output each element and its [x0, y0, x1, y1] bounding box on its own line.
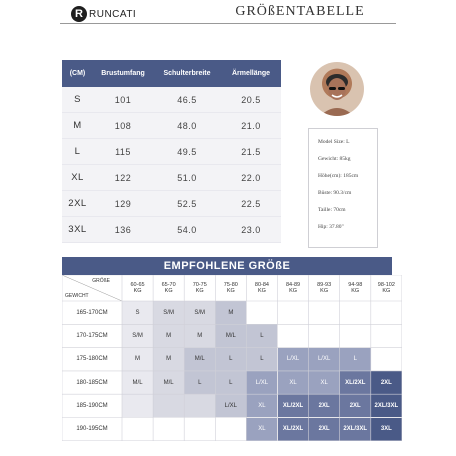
recommended-size-cell: L: [340, 348, 371, 371]
size-value: 48.0: [177, 120, 197, 131]
size-row: [62, 87, 281, 113]
model-photo: [310, 62, 364, 116]
recommended-size-cell: [122, 394, 153, 417]
recommended-size-cell: M: [153, 324, 184, 347]
recommended-size-cell: [215, 418, 246, 441]
recommended-size-cell: [371, 348, 402, 371]
recommended-size-cell: M/L: [184, 348, 215, 371]
header-cell: Schulterbreite: [163, 70, 211, 77]
size-table-header: [62, 60, 281, 87]
recommended-size-cell: [184, 394, 215, 417]
recommended-size-cell: 2XL/3XL: [371, 394, 402, 417]
recommended-size-cell: [340, 324, 371, 347]
weight-header-text: 70-75: [192, 282, 207, 288]
size-value: 46.5: [177, 94, 197, 105]
brand-logo: [71, 4, 136, 24]
size-label: XL: [71, 172, 84, 183]
recommended-size-cell: 2XL: [340, 394, 371, 417]
size-value: 108: [114, 120, 132, 131]
weight-header: [309, 275, 340, 301]
recommended-size-cell: L: [215, 371, 246, 394]
recommended-size-cell: [371, 301, 402, 324]
size-value: 115: [115, 146, 131, 157]
weight-header-text: KG: [351, 288, 360, 294]
weight-header-text: 94-98: [348, 282, 363, 288]
size-value: 21.5: [241, 146, 261, 157]
model-info-line: Hip: 37.80": [318, 224, 344, 230]
model-portrait-icon: [310, 62, 364, 116]
size-value: 49.5: [177, 146, 197, 157]
size-value: 54.0: [177, 224, 197, 235]
weight-header-text: 75-80: [223, 282, 238, 288]
page-title: GRÖßENTABELLE: [235, 4, 365, 19]
size-label: S: [74, 94, 81, 105]
recommended-size-cell: L/XL: [278, 348, 309, 371]
size-value: 122: [114, 172, 132, 183]
recommended-size-cell: L: [184, 371, 215, 394]
recommended-size-cell: [153, 418, 184, 441]
weight-header-text: 65-70: [161, 282, 176, 288]
size-value: 129: [114, 198, 132, 209]
header-cell: (CM): [69, 70, 86, 77]
size-value: 51.0: [177, 172, 197, 183]
weight-header-text: 89-93: [317, 282, 332, 288]
size-label: 2XL: [68, 198, 87, 209]
recommended-size-cell: S: [122, 301, 153, 324]
grid-corner: [62, 275, 122, 301]
brand-name: RUNCATI: [89, 8, 137, 20]
weight-header-text: KG: [382, 288, 391, 294]
recommended-size-cell: [371, 324, 402, 347]
weight-header-text: 60-65: [130, 282, 145, 288]
recommended-size-cell: XL/2XL: [278, 418, 309, 441]
height-label: 180-185CM: [62, 371, 122, 394]
recommended-size-cell: [246, 301, 277, 324]
weight-header-text: 80-84: [254, 282, 269, 288]
recommended-size-title: EMPFOHLENE GRÖßE: [62, 257, 392, 275]
size-label: M: [73, 120, 82, 131]
recommended-size-cell: XL: [246, 418, 277, 441]
recommended-size-cell: 2XL: [309, 418, 340, 441]
height-label: 170-175CM: [62, 324, 122, 347]
weight-header: [278, 275, 309, 301]
recommended-size-cell: [122, 418, 153, 441]
recommended-size-cell: M/L: [122, 371, 153, 394]
size-label: L: [74, 146, 81, 157]
recommended-size-cell: [340, 301, 371, 324]
size-value: 21.0: [241, 120, 261, 131]
weight-header: [371, 275, 402, 301]
weight-header: [246, 275, 277, 301]
model-info-line: Gewicht: 85kg: [318, 156, 351, 162]
weight-header: [184, 275, 215, 301]
weight-header-text: 84-89: [286, 282, 301, 288]
weight-header-text: KG: [320, 288, 329, 294]
recommended-size-cell: XL: [246, 394, 277, 417]
recommended-size-chart: [62, 257, 399, 433]
recommended-size-cell: M: [153, 348, 184, 371]
header-cell: Ärmellänge: [231, 70, 271, 77]
recommended-size-cell: L: [246, 324, 277, 347]
weight-header-text: KG: [289, 288, 298, 294]
recommended-size-cell: [153, 394, 184, 417]
size-row: [62, 191, 281, 217]
size-value: 23.0: [241, 224, 261, 235]
recommended-size-cell: M/L: [215, 324, 246, 347]
weight-header-text: KG: [195, 288, 204, 294]
size-row: [62, 139, 281, 165]
height-label: 175-180CM: [62, 348, 122, 371]
recommended-size-cell: M/L: [153, 371, 184, 394]
recommended-size-cell: L/XL: [215, 394, 246, 417]
size-value: 136: [114, 224, 132, 235]
recommended-size-cell: L/XL: [246, 371, 277, 394]
recommended-size-cell: M: [122, 348, 153, 371]
recommended-size-cell: [309, 301, 340, 324]
height-label: 185-190CM: [62, 394, 122, 417]
height-label: 165-170CM: [62, 301, 122, 324]
recommended-size-cell: XL/2XL: [340, 371, 371, 394]
header-cell: Brustumfang: [101, 70, 145, 77]
size-row: [62, 165, 281, 191]
size-value: 22.0: [241, 172, 261, 183]
model-info-line: Büste: 90.3/cm: [318, 190, 352, 196]
size-row: [62, 113, 281, 139]
weight-header-text: KG: [257, 288, 266, 294]
size-value: 22.5: [241, 198, 261, 209]
recommended-size-cell: S/M: [153, 301, 184, 324]
logo-icon: R: [71, 6, 87, 22]
model-info-line: Höhe(cm): 185cm: [318, 173, 359, 179]
weight-header-text: KG: [164, 288, 173, 294]
model-info-line: Model Size: L: [318, 139, 350, 145]
recommended-size-cell: M: [184, 324, 215, 347]
size-row: [62, 217, 281, 243]
recommended-size-cell: S/M: [122, 324, 153, 347]
recommended-size-cell: 2XL: [371, 371, 402, 394]
recommended-size-cell: XL: [309, 371, 340, 394]
recommended-size-cell: 3XL: [371, 418, 402, 441]
recommended-size-cell: L/XL: [309, 348, 340, 371]
corner-weight-label: GEWICHT: [65, 293, 89, 299]
size-table-body: [62, 87, 281, 243]
recommended-size-cell: [278, 324, 309, 347]
recommended-size-cell: [184, 418, 215, 441]
weight-header: [153, 275, 184, 301]
model-info-line: Taille: 70cm: [318, 207, 346, 213]
corner-size-label: GRÖßE: [92, 278, 110, 284]
recommended-size-cell: 2XL: [309, 394, 340, 417]
recommended-size-cell: XL/2XL: [278, 394, 309, 417]
weight-header-text: KG: [226, 288, 235, 294]
header-divider: [60, 23, 396, 24]
height-label: 190-195CM: [62, 418, 122, 441]
size-value: 101: [114, 94, 132, 105]
recommended-size-cell: 2XL/3XL: [340, 418, 371, 441]
size-label: 3XL: [68, 224, 87, 235]
weight-header-text: KG: [133, 288, 142, 294]
recommended-size-cell: L: [246, 348, 277, 371]
recommended-size-cell: L: [215, 348, 246, 371]
size-value: 52.5: [177, 198, 197, 209]
recommended-size-cell: XL: [278, 371, 309, 394]
recommended-size-cell: S/M: [184, 301, 215, 324]
header: [0, 0, 456, 30]
weight-header: [122, 275, 153, 301]
weight-header-text: 98-102: [377, 282, 395, 288]
weight-header: [340, 275, 371, 301]
recommended-size-cell: M: [215, 301, 246, 324]
model-info-card: [308, 128, 378, 248]
weight-header: [215, 275, 246, 301]
size-table: [62, 60, 281, 243]
recommended-size-cell: [309, 324, 340, 347]
recommended-size-cell: [278, 301, 309, 324]
size-value: 20.5: [241, 94, 261, 105]
